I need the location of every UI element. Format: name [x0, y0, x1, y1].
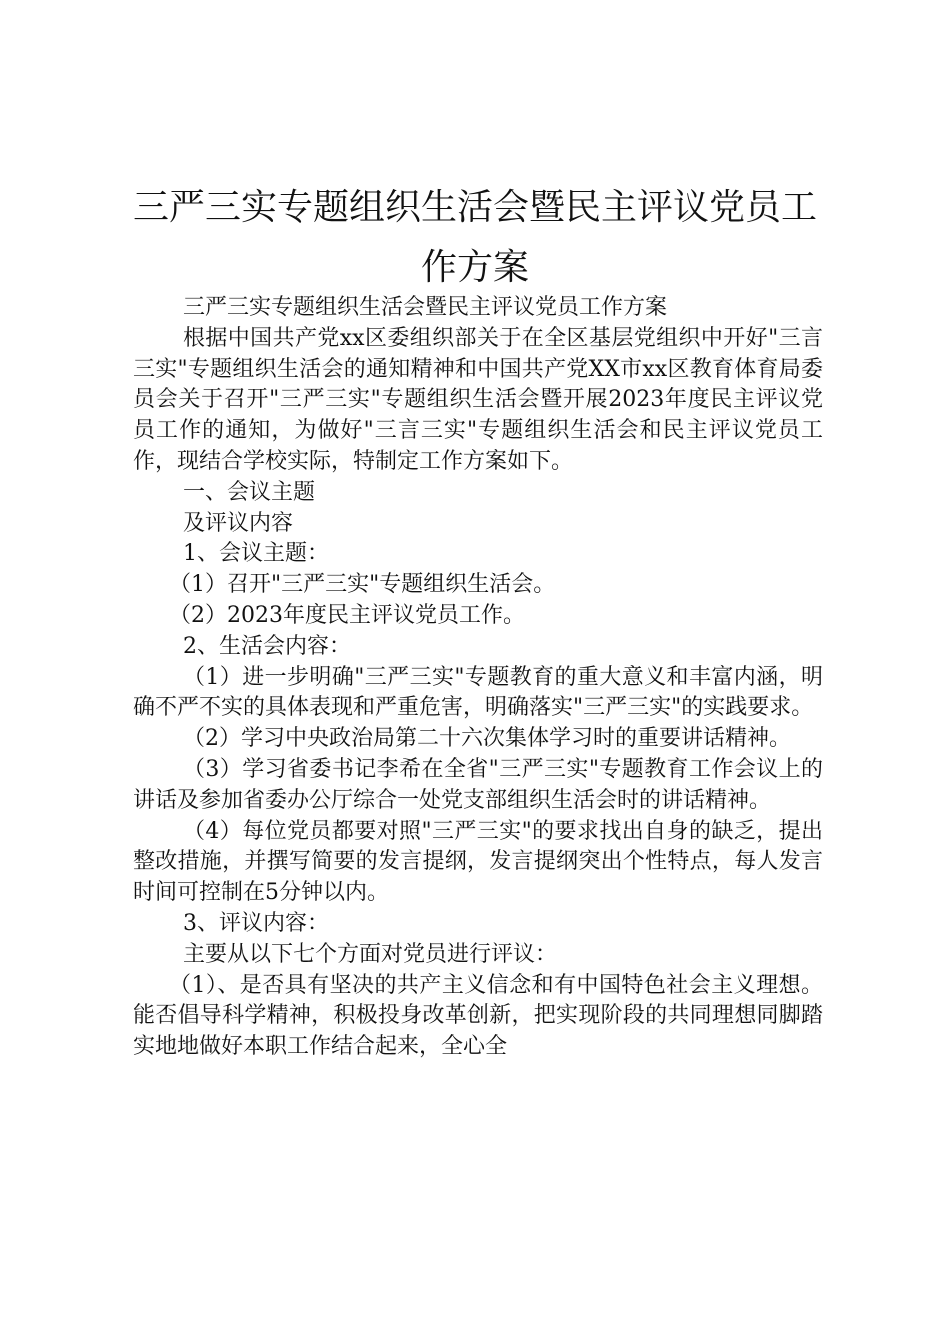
document-body: [133, 293, 823, 1063]
heading-section-1-cont: 及评议内容: [183, 510, 294, 536]
list-item-content-2: （2）学习中央政治局第二十六次集体学习时的重要讲话精神。: [183, 726, 791, 752]
paragraph-review-intro: 主要从以下七个方面对党员进行评议：: [183, 941, 558, 967]
list-item-content-3: （3）学习省委书记李希在全省"三严三实"专题教育工作会议上的讲话及参加省委办公厅综合一处党支部组织生活会时的讲话精神。: [133, 756, 823, 813]
document-title: 三严三实专题组织生活会暨民主评议党员工作方案: [132, 187, 817, 288]
heading-section-1: 一、会议主题: [183, 479, 316, 505]
list-item-theme-2: （2）2023年度民主评议党员工作。: [169, 602, 525, 628]
list-item-theme-1: （1）召开"三严三实"专题组织生活会。: [169, 572, 556, 598]
heading-meeting-content: 2、生活会内容：: [183, 633, 351, 659]
paragraph-intro: 根据中国共产党xx区委组织部关于在全区基层党组织中开好"三言三实"专题组织生活会的通知精神和中国共产党XX市xx区教育体育局委员会关于召开"三严三实"专题组织生活会暨开展2023年度民主评议党员工作的通知，为做好"三言三实"专题组织生活会和民主评议党员工作，现结合学校实际，特制定工作方案如下。: [133, 325, 823, 474]
list-item-content-1: （1）进一步明确"三严三实"专题教育的重大意义和丰富内涵，明确不严不实的具体表现和严重危害，明确落实"三严三实"的实践要求。: [133, 664, 823, 721]
list-item-review-1: （1）、是否具有坚决的共产主义信念和有中国特色社会主义理想。能否倡导科学精神，积极投身改革创新，把实现阶段的共同理想同脚踏实地地做好本职工作结合起来，全心全: [133, 972, 823, 1060]
heading-review-content: 3、评议内容：: [183, 910, 329, 936]
list-item-content-4: （4）每位党员都要对照"三严三实"的要求找出自身的缺乏，提出整改措施，并撰写简要的发言提纲，发言提纲突出个性特点，每人发言时间可控制在5分钟以内。: [133, 818, 823, 906]
heading-meeting-theme: 1、会议主题：: [183, 541, 329, 567]
paragraph-subtitle: 三严三实专题组织生活会暨民主评议党员工作方案: [183, 295, 668, 320]
